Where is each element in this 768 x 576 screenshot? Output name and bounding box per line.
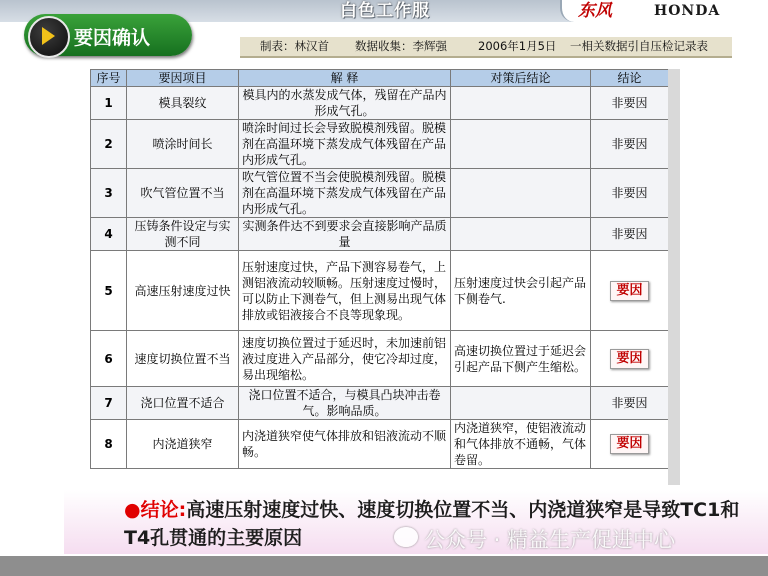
play-triangle-icon — [42, 27, 55, 45]
row-result: 非要因 — [611, 396, 648, 410]
col-header-item: 要因项目 — [127, 70, 239, 87]
table-row — [91, 420, 669, 469]
conclusion-label: 结论: — [140, 499, 187, 521]
meta-strip — [240, 37, 732, 58]
table-row — [91, 331, 669, 387]
row-explanation: 压射速度过快，产品下测容易卷气，上测铝液流动较顺畅。压射速度过慢时，可以防止下测卷气，但上测易出现气体排放或铝液接合不良等现象现。 — [239, 251, 451, 331]
row-explanation: 速度切换位置过于延迟时，未加速前铝液过度进入产品部分，使它冷却过度，易出现缩松。 — [239, 331, 451, 387]
bullet-icon: ● — [124, 499, 141, 521]
meta-date: 2006年1月5日 — [478, 39, 557, 53]
row-explanation: 吹气管位置不当会使脱模剂残留。脱模剂在高温环境下蒸发成气体残留在产品内形成气孔。 — [239, 169, 451, 218]
table-row — [91, 169, 669, 218]
row-countermeasure — [451, 387, 591, 420]
watermark: 公众号 · 精益生产促进中心 — [424, 528, 676, 552]
row-result-cell — [591, 420, 669, 469]
row-number: 6 — [91, 331, 127, 387]
row-explanation: 内浇道狭窄使气体排放和铝液流动不顺畅。 — [239, 420, 451, 469]
row-number: 3 — [91, 169, 127, 218]
meta-collector: 数据收集：李辉强 — [355, 39, 447, 53]
row-result-cell — [591, 331, 669, 387]
col-header-result: 结论 — [591, 70, 669, 87]
table-row — [91, 251, 669, 331]
brand-logo-cn: 东风 — [578, 1, 612, 21]
row-factor: 高速压射速度过快 — [127, 251, 239, 331]
page-title: 要因确认 — [74, 27, 151, 49]
row-result-cell — [591, 87, 669, 120]
row-factor: 模具裂纹 — [127, 87, 239, 120]
row-result-cell — [591, 251, 669, 331]
row-countermeasure — [451, 87, 591, 120]
col-header-no: 序号 — [91, 70, 127, 87]
row-result-cell — [591, 387, 669, 420]
row-number: 1 — [91, 87, 127, 120]
table-row — [91, 120, 669, 169]
row-countermeasure: 内浇道狭窄，使铝液流动和气体排放不通畅，气体卷留。 — [451, 420, 591, 469]
footer-strip — [0, 556, 768, 576]
row-result-cell — [591, 120, 669, 169]
brand-logo-en: HONDA — [654, 3, 721, 19]
row-factor: 压铸条件设定与实测不同 — [127, 218, 239, 251]
col-header-explanation: 解 释 — [239, 70, 451, 87]
app-title: 白色工作服 — [340, 1, 430, 21]
meta-author: 制表：林汉首 — [260, 39, 329, 53]
row-countermeasure: 压射速度过快会引起产品下侧卷气. — [451, 251, 591, 331]
col-header-countermeasure: 对策后结论 — [451, 70, 591, 87]
table-side-strip — [668, 69, 680, 485]
table-row — [91, 87, 669, 120]
key-factor-badge: 要因 — [610, 349, 648, 369]
key-factor-badge: 要因 — [610, 281, 648, 301]
row-explanation: 浇口位置不适合，与模具凸块冲击卷气。影响品质。 — [239, 387, 451, 420]
row-factor: 速度切换位置不当 — [127, 331, 239, 387]
row-countermeasure — [451, 169, 591, 218]
row-number: 8 — [91, 420, 127, 469]
meta-source: 一相关数据引自压检记录表 — [570, 39, 708, 53]
row-result: 非要因 — [611, 137, 648, 151]
row-number: 4 — [91, 218, 127, 251]
conclusion-body: 高速压射速度过快、速度切换位置不当、内浇道狭窄是导致TC1和T4孔贯通的主要原因 — [124, 499, 740, 549]
row-explanation: 实测条件达不到要求会直接影响产品质量 — [239, 218, 451, 251]
row-factor: 喷涂时间长 — [127, 120, 239, 169]
row-factor: 吹气管位置不当 — [127, 169, 239, 218]
key-factor-badge: 要因 — [610, 434, 648, 454]
table-row — [91, 218, 669, 251]
row-result: 非要因 — [611, 186, 648, 200]
row-number: 7 — [91, 387, 127, 420]
row-explanation: 喷涂时间过长会导致脱模剂残留。脱模剂在高温环境下蒸发成气体残留在产品内形成气孔。 — [239, 120, 451, 169]
row-result: 非要因 — [611, 227, 648, 241]
row-result-cell — [591, 218, 669, 251]
row-countermeasure — [451, 120, 591, 169]
row-number: 5 — [91, 251, 127, 331]
row-countermeasure: 高速切换位置过于延迟会引起产品下侧产生缩松。 — [451, 331, 591, 387]
factor-table — [90, 69, 669, 469]
row-explanation: 模具内的水蒸发成气体，残留在产品内形成气孔。 — [239, 87, 451, 120]
row-factor: 内浇道狭窄 — [127, 420, 239, 469]
table-row — [91, 387, 669, 420]
row-result: 非要因 — [611, 96, 648, 110]
table-header-row — [91, 70, 669, 87]
row-number: 2 — [91, 120, 127, 169]
row-countermeasure — [451, 218, 591, 251]
wechat-icon — [394, 527, 418, 547]
row-result-cell — [591, 169, 669, 218]
row-factor: 浇口位置不适合 — [127, 387, 239, 420]
